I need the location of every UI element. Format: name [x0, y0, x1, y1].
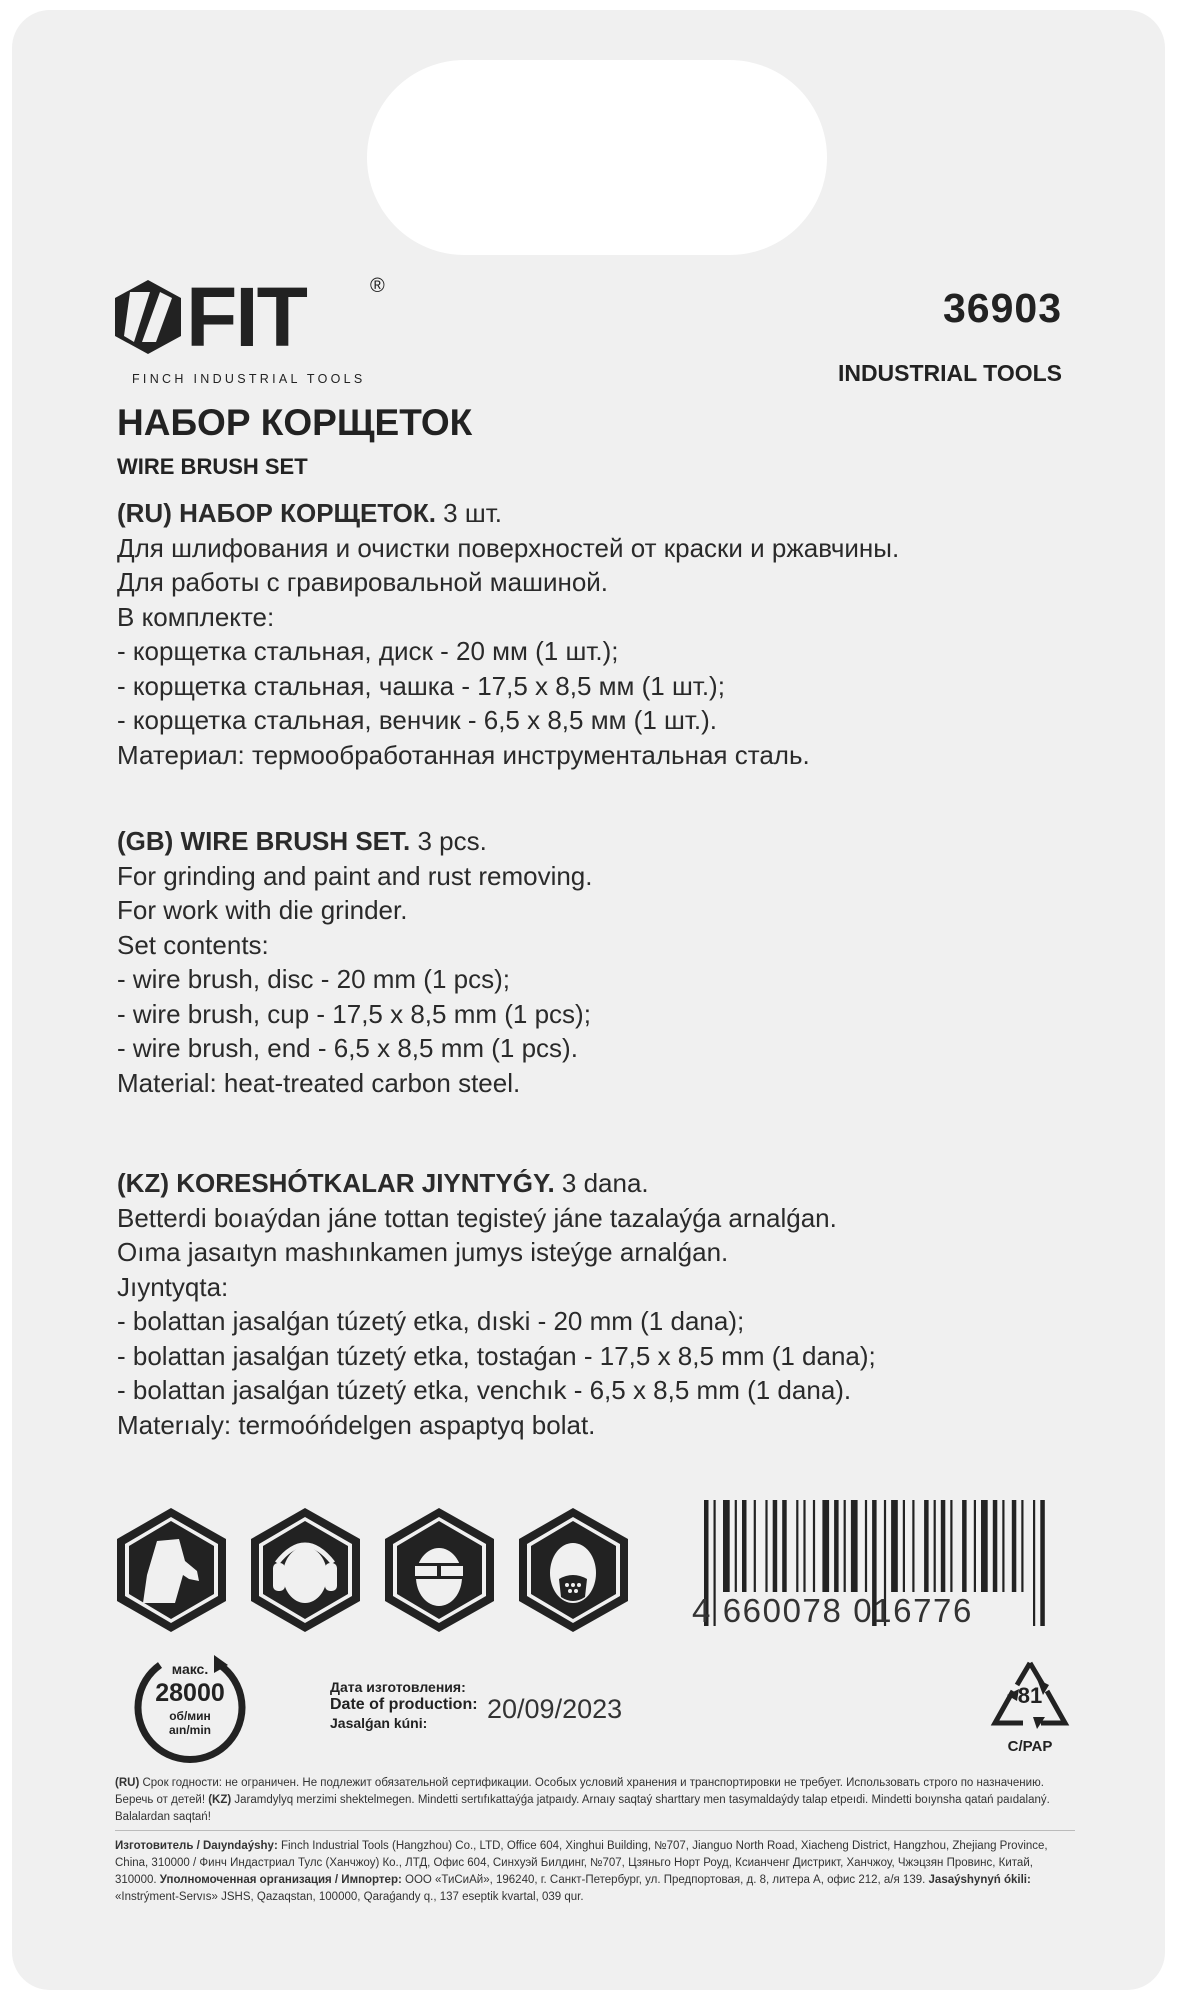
- description-line: Betterdi boıaýdan jáne tottan tegisteý jáne tazalaýǵa arnalǵan.: [117, 1202, 837, 1233]
- storage-kz-lead: (KZ): [205, 1794, 232, 1806]
- barcode-bar: [1021, 1500, 1023, 1592]
- maker-text: Finch Industrial Tools (Hangzhou) Co., LTD, Office 604, Xinghui Building, №707, Jianguo North Road, Xiacheng District, Hangzhou, Zhejiang Province, China, 310000 / Финч Индастриал Тулс (Ханчжоу) Ко., ЛТД, Офис 604, Синхуэй Билдинг, №707, Цзяньго Норт Роуд, Ксианченг Дистрикт, Ханчжоу, Чжэцзян Провинс, Китай, 310000.: [115, 1840, 1048, 1886]
- description-line: - wire brush, cup - 17,5 x 8,5 mm (1 pcs);: [117, 998, 591, 1029]
- storage-text-ru: Срок годности: не ограничен. Не подлежит обязательной сертификации. Особых условий хранения и транспортировки не требует. Использовать строго по назначению. Беречь от детей!: [115, 1777, 1044, 1806]
- barcode-bar: [974, 1500, 976, 1592]
- barcode-bar: [865, 1500, 867, 1592]
- storage-notice: [115, 1775, 1075, 1826]
- section-quantity: 3 pcs.: [410, 826, 487, 856]
- barcode-bar: [742, 1500, 747, 1592]
- barcode-bar: [941, 1500, 946, 1592]
- description-line: Для работы с гравировальной машиной.: [117, 567, 609, 597]
- gloves-icon: [113, 1505, 230, 1635]
- description-line: Для шлифования и очистки поверхностей от краски и ржавчины.: [117, 532, 900, 563]
- rpm-value: 28000: [155, 1679, 225, 1707]
- description-line: Material: heat-treated carbon steel.: [117, 1067, 521, 1098]
- product-title-ru: НАБОР КОРЩЕТОК: [117, 402, 473, 443]
- section-heading: [117, 824, 593, 859]
- description-line: Jıyntyqta:: [117, 1271, 229, 1302]
- barcode-bar: [765, 1500, 767, 1592]
- description-line: Oıma jasaıtyn mashınkamen jumys isteýge arnalǵan.: [117, 1237, 729, 1267]
- description-line: For work with die grinder.: [117, 895, 408, 925]
- description-ru: [117, 496, 899, 772]
- section-heading-title: (GB) WIRE BRUSH SET.: [117, 826, 411, 856]
- barcode-bar: [934, 1500, 936, 1592]
- barcode-bar: [950, 1500, 952, 1592]
- barcode-bar: [912, 1500, 914, 1592]
- product-code: 36903: [942, 285, 1062, 331]
- description-line: - корщетка стальная, диск - 20 мм (1 шт.);: [117, 636, 619, 666]
- description-line: - wire brush, end - 6,5 x 8,5 mm (1 pcs).: [117, 1033, 578, 1063]
- storage-lead: (RU): [115, 1777, 140, 1789]
- recycle-label: C/PAP: [1007, 1738, 1053, 1755]
- barcode-bar: [844, 1500, 846, 1592]
- rpm-unit-ru: об/мин: [169, 1709, 211, 1723]
- description-line: - корщетка стальная, венчик - 6,5 х 8,5 мм (1 шт.).: [117, 705, 717, 735]
- logo-text: FIT: [186, 270, 306, 364]
- description-line: Set contents:: [117, 929, 269, 960]
- section-heading: [117, 1166, 876, 1201]
- section-heading: [117, 496, 899, 531]
- barcode-bar: [981, 1500, 988, 1592]
- barcode-bar: [822, 1500, 829, 1592]
- hang-hole: [367, 60, 827, 255]
- manufacturer-info: [115, 1838, 1075, 1906]
- barcode-digits: 4 660078 016776: [692, 1592, 973, 1629]
- description-line: Materıaly: termoóńdelgen aspaptyq bolat.: [117, 1409, 596, 1440]
- barcode-bar: [735, 1500, 737, 1592]
- logo-mark: [112, 270, 306, 364]
- maker-label: Изготовитель / Daıyndaýshy:: [115, 1840, 278, 1852]
- description-line: - bolattan jasalǵan túzetý etka, tostaǵan - 17,5 x 8,5 mm (1 dana);: [117, 1340, 876, 1371]
- ear-protection-icon: [247, 1505, 364, 1635]
- description-gb: [117, 824, 593, 1100]
- recycle-icon: [985, 1655, 1075, 1745]
- safety-icons: [113, 1505, 632, 1635]
- description-line: - bolattan jasalǵan túzetý etka, dıski - 20 mm (1 dana);: [117, 1306, 745, 1336]
- barcode-bar: [754, 1500, 756, 1592]
- rpm-label: макс.: [171, 1661, 209, 1677]
- production-label-ru: Дата изготовления:: [330, 1679, 466, 1695]
- section-quantity: 3 шт.: [435, 498, 502, 528]
- description-line: Материал: термообработанная инструментальная сталь.: [117, 739, 810, 770]
- barcode-bar: [993, 1500, 998, 1592]
- barcode-bar: [796, 1500, 798, 1592]
- logo-tagline: FINCH INDUSTRIAL TOOLS: [132, 372, 366, 386]
- production-date: 20/09/2023: [487, 1694, 623, 1724]
- logo-hex-icon: [112, 278, 184, 356]
- description-line: - корщетка стальная, чашка - 17,5 х 8,5 мм (1 шт.);: [117, 670, 725, 701]
- barcode-bar: [1002, 1500, 1004, 1592]
- barcode-bar: [962, 1500, 967, 1592]
- barcode-bar: [803, 1500, 805, 1592]
- description-line: В комплекте:: [117, 601, 275, 632]
- description-kz: [117, 1166, 876, 1442]
- barcode-bar: [773, 1500, 778, 1592]
- recycle-number: 81: [1017, 1683, 1043, 1708]
- description-line: For grinding and paint and rust removing.: [117, 860, 593, 891]
- product-category: INDUSTRIAL TOOLS: [837, 360, 1062, 386]
- divider: [115, 1830, 1075, 1831]
- barcode-bar: [903, 1500, 905, 1592]
- importer-label: Уполномоченная организация / Импортер:: [159, 1874, 402, 1886]
- barcode-bar: [851, 1500, 858, 1592]
- max-rpm-badge: [130, 1647, 250, 1767]
- barcode-bar: [924, 1500, 929, 1592]
- respirator-icon: [515, 1505, 632, 1635]
- barcode-bar: [723, 1500, 730, 1592]
- rpm-unit-kz: aın/min: [168, 1723, 211, 1737]
- goggles-icon: [381, 1505, 498, 1635]
- description-line: - wire brush, disc - 20 mm (1 pcs);: [117, 964, 510, 994]
- section-heading-title: (KZ) KORESHÓTKALAR JIYNTYǴY.: [117, 1168, 555, 1198]
- production-labels: [330, 1678, 478, 1732]
- storage-text-kz: Jaramdylyq merzimi shektelmegen. Mindetti sertıfıkattaýǵa jatpaıdy. Arnaıy saqtaý sharttary men tasymaldaýdy talap etpeıdi. Mindetti boıynsha qatań paıdalaný. Balalardan saqtań!: [115, 1794, 1050, 1823]
- registered-mark: ®: [370, 275, 385, 297]
- barcode-bar: [1012, 1500, 1017, 1592]
- production-label-kz: Jasalǵan kúni:: [330, 1715, 428, 1731]
- description-line: - bolattan jasalǵan túzetý etka, venchık - 6,5 x 8,5 mm (1 dana).: [117, 1375, 852, 1405]
- section-heading-title: (RU) НАБОР КОРЩЕТОК.: [117, 498, 436, 528]
- product-title-en: WIRE BRUSH SET: [117, 454, 308, 479]
- production-label-en: Date of production:: [330, 1696, 478, 1713]
- section-quantity: 3 dana.: [554, 1168, 649, 1198]
- barcode-bar: [813, 1500, 815, 1592]
- kz-office-label: Jasaýshynyń ókili:: [925, 1874, 1031, 1886]
- barcode-bar: [834, 1500, 839, 1592]
- importer-text: ООО «ТиСиАй», 196240, г. Санкт-Петербург, ул. Предпортовая, д. 8, литера А, офис 212, а/я 139.: [401, 1874, 926, 1886]
- barcode-bar: [782, 1500, 787, 1592]
- barcode-bar: [891, 1500, 898, 1592]
- kz-office-text: «Instrýment-Servıs» JSHS, Qazaqstan, 100000, Qaraǵandy q., 137 eseptik kvartal, 039 qur.: [115, 1891, 584, 1903]
